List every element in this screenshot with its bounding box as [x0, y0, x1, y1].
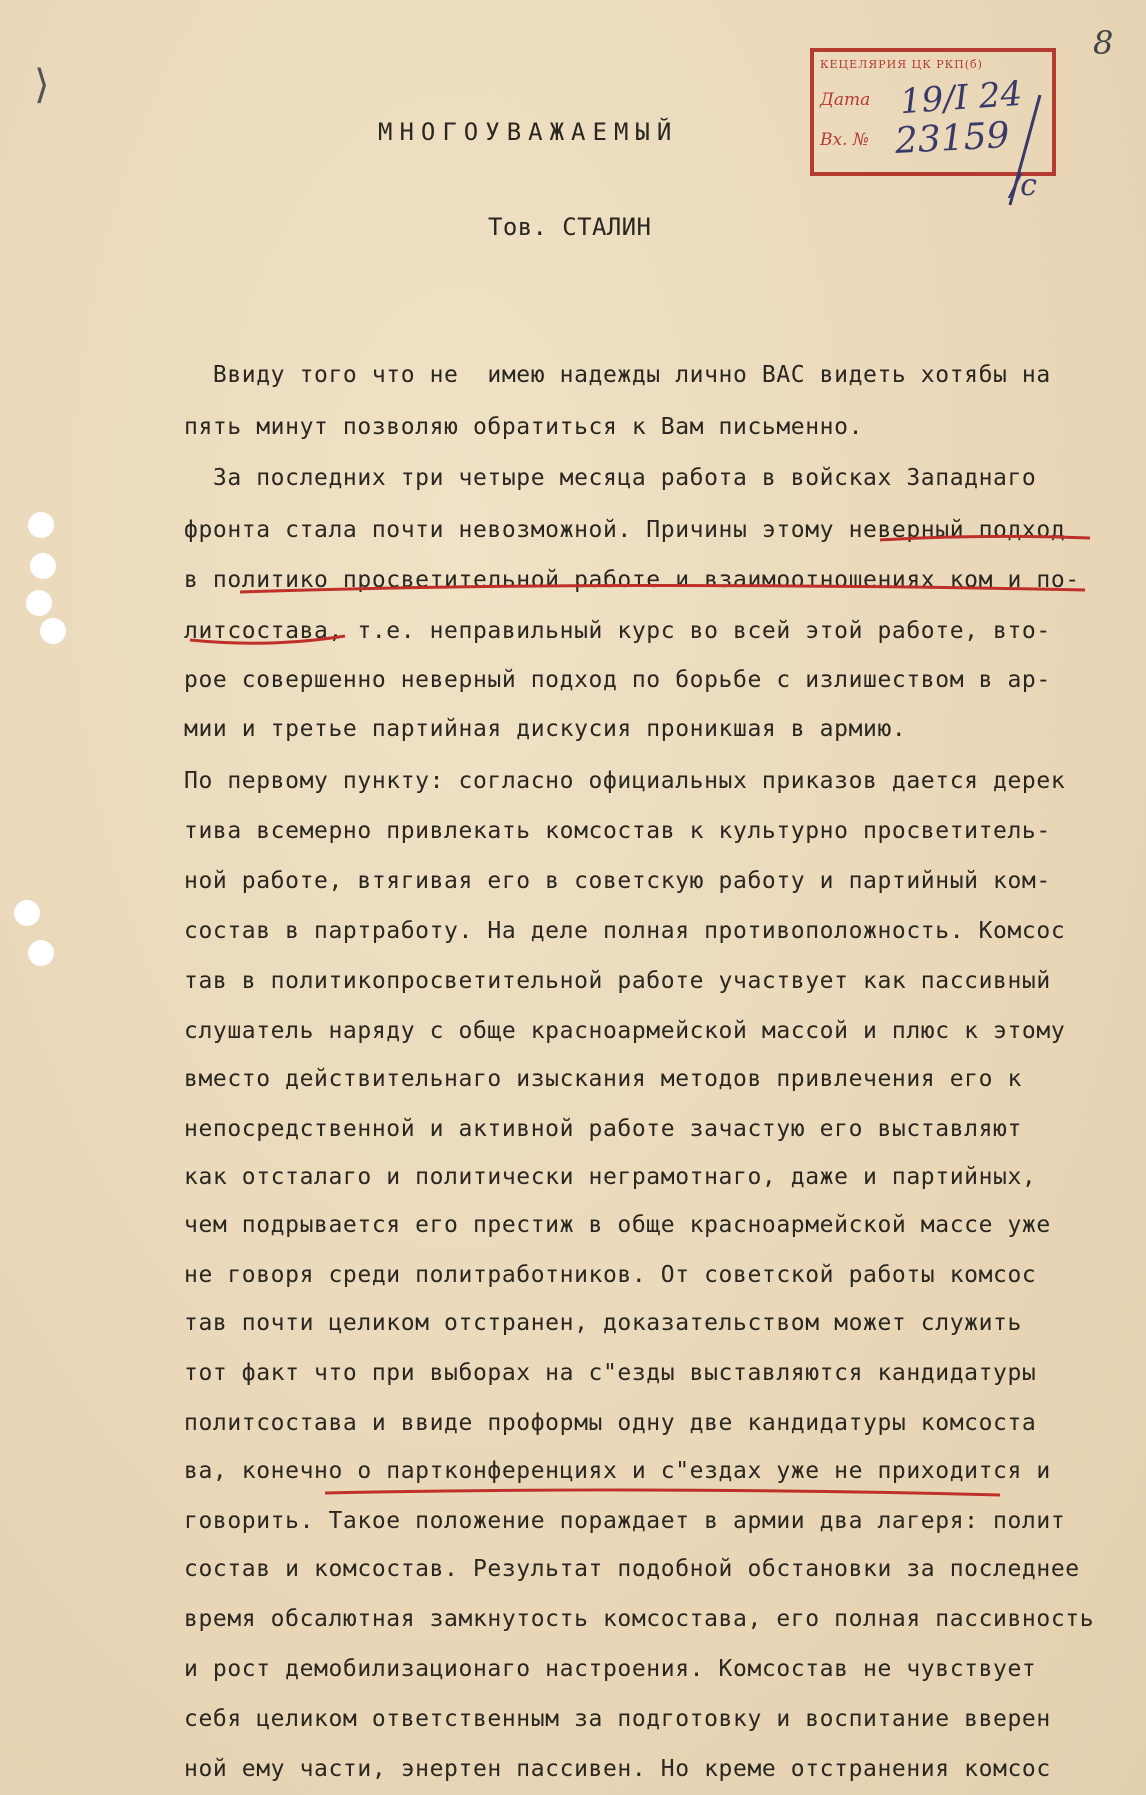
text-line: фронта стала почти невозможной. Причины этому неверный подход: [184, 517, 1066, 543]
stamp-suffix: /с: [1010, 168, 1037, 203]
text-line: вместо действительнаго изыскания методов привлечения его к: [184, 1066, 1022, 1092]
stamp-date-label: Дата: [820, 90, 871, 110]
addressee: Тов. СТАЛИН: [488, 213, 652, 241]
underline-2: [240, 585, 1085, 592]
text-line: ва, конечно о партконференциях и с"ездах уже не приходится и: [184, 1458, 1051, 1484]
text-line: тива всемерно привлекать комсостав к культурно просветитель-: [184, 818, 1051, 844]
text-line: мии и третье партийная дискусия проникшая в армию.: [184, 716, 907, 742]
text-line: тав в политикопросветительной работе участвует как пассивный: [184, 968, 1051, 994]
text-line: тот факт что при выборах на с"езды выставляются кандидатуры: [184, 1360, 1037, 1386]
stamp-number-value: 23159: [894, 115, 1011, 162]
text-line: слушатель наряду с обще красноармейской массой и плюс к этому: [184, 1018, 1066, 1044]
text-line: себя целиком ответственным за подготовку и воспитание вверен: [184, 1706, 1051, 1732]
text-line: рое совершенно неверный подход по борьбе с излишеством в ар-: [184, 667, 1051, 693]
underline-1: [880, 536, 1090, 540]
text-line: в политико просветительной работе и взаимоотношениях ком и по-: [184, 567, 1080, 593]
text-line: чем подрывается его престиж в обще красноармейской массе уже: [184, 1212, 1051, 1238]
underline-3: [190, 636, 345, 643]
stamp-slash: [1010, 95, 1040, 205]
text-line: состав и комсостав. Результат подобной обстановки за последнее: [184, 1556, 1080, 1582]
underline-4: [325, 1490, 1000, 1495]
text-line: Ввиду того что не имею надежды лично ВАС видеть хотябы на: [184, 362, 1051, 388]
text-line: политсостава и ввиде проформы одну две кандидатуры комсоста: [184, 1410, 1037, 1436]
text-line: ной ему части, энертен пассивен. Но креме отстранения комсос: [184, 1756, 1051, 1782]
text-line: За последних три четыре месяца работа в войсках Западнаго: [184, 465, 1037, 491]
text-line: литсостава, т.е. неправильный курс во всей этой работе, вто-: [184, 618, 1051, 644]
text-line: состав в партработу. На деле полная противоположность. Комсос: [184, 918, 1066, 944]
stamp-header: КЕЦЕЛЯРИЯ ЦК РКП(б): [820, 58, 983, 71]
text-line: говорить. Такое положение пораждает в армии два лагеря: полит: [184, 1508, 1066, 1534]
stamp-number-label: Вх. №: [820, 130, 869, 150]
text-line: По первому пункту: согласно официальных приказов дается дерек: [184, 768, 1066, 794]
text-line: пять минут позволяю обратиться к Вам письменно.: [184, 414, 864, 440]
text-line: и рост демобилизационаго настроения. Комсостав не чувствует: [184, 1656, 1037, 1682]
salutation-title: МНОГОУВАЖАЕМЫЙ: [378, 118, 679, 146]
text-line: время обсалютная замкнутость комсостава, его полная пассивность: [184, 1606, 1095, 1632]
stamp-date-value: 19/I 24: [898, 73, 1024, 123]
margin-mark: ⟩: [34, 62, 50, 108]
text-line: тав почти целиком отстранен, доказательством может служить: [184, 1310, 1022, 1336]
text-line: непосредственной и активной работе зачастую его выставляют: [184, 1116, 1022, 1142]
text-line: как отсталаго и политически неграмотнаго, даже и партийных,: [184, 1164, 1037, 1190]
text-line: не говоря среди политработников. От советской работы комсос: [184, 1262, 1037, 1288]
text-line: ной работе, втягивая его в советскую работу и партийный ком-: [184, 868, 1051, 894]
page-number: 8: [1093, 24, 1114, 62]
